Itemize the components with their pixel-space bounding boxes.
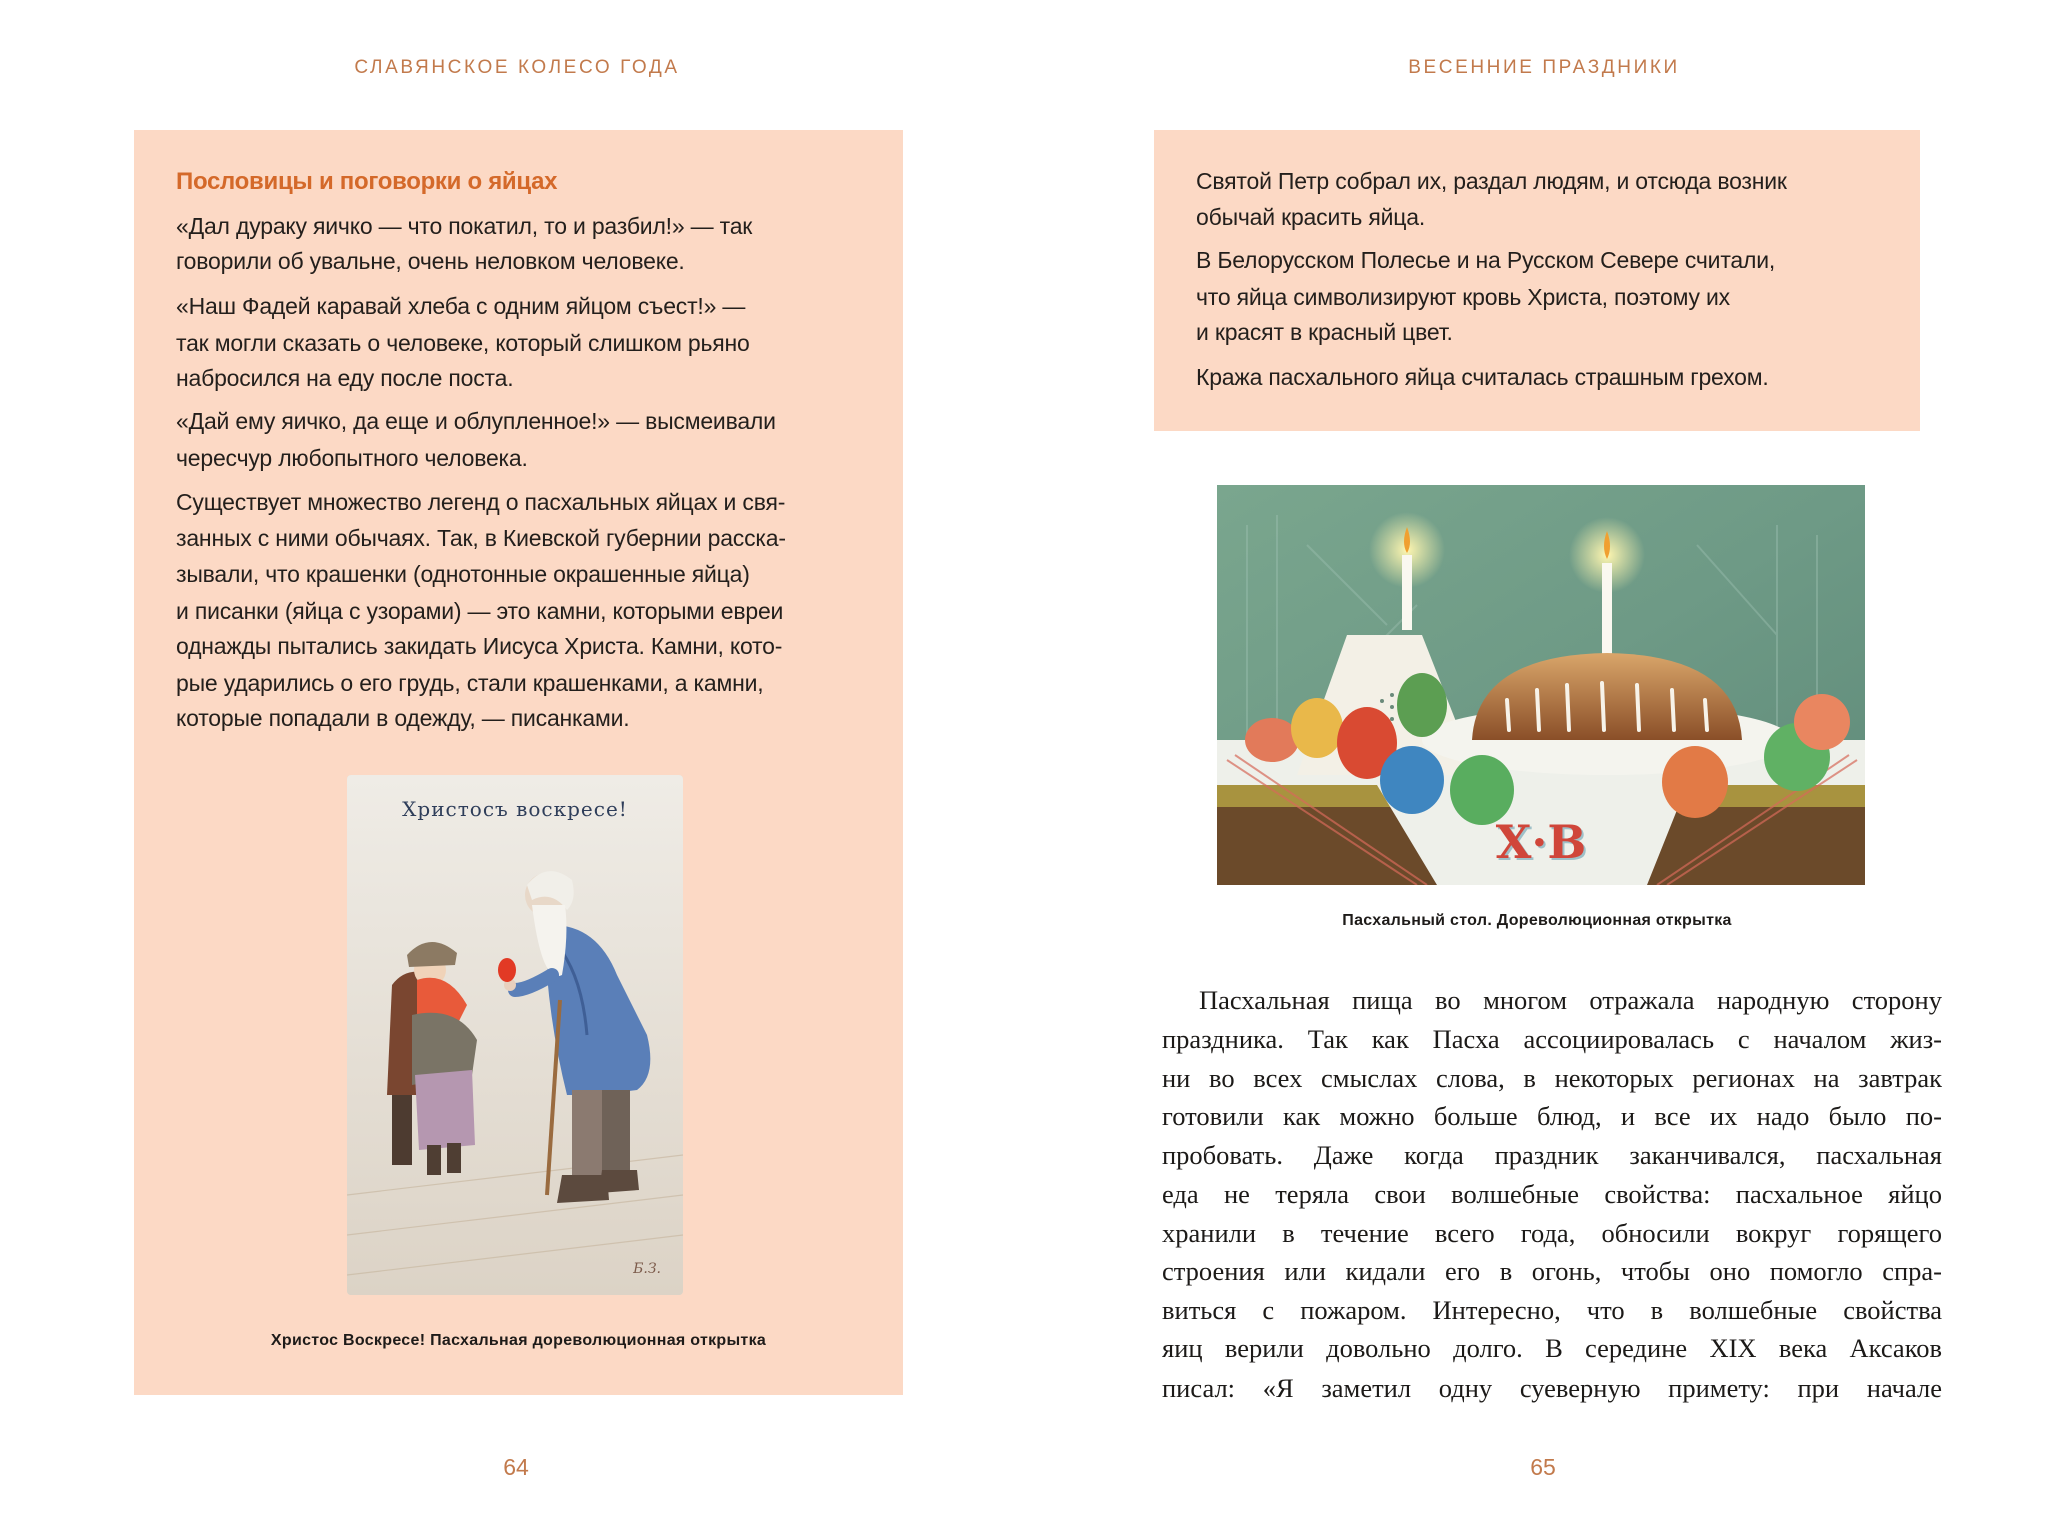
body-line: виться с пожаром. Интересно, что в волшебные свойства — [1162, 1295, 1942, 1325]
body-line: праздника. Так как Пасха ассоциировалась с началом жиз- — [1162, 1024, 1942, 1054]
sidebar-line: и красят в красный цвет. — [1196, 319, 1453, 345]
sidebar-line: Святой Петр собрал их, раздал людям, и отсюда возник — [1196, 168, 1787, 194]
sidebar-line: В Белорусском Полесье и на Русском Севере считали, — [1196, 247, 1776, 273]
running-head-right: ВЕСЕННИЕ ПРАЗДНИКИ — [1408, 57, 1680, 78]
embroidered-monogram: Х·В — [1495, 815, 1587, 869]
body-line: готовили как можно больше блюд, и все их надо было по- — [1162, 1101, 1942, 1131]
body-line: яиц верили довольно долго. В середине XIX века Аксаков — [1162, 1333, 1942, 1363]
sidebar-line: так могли сказать о человеке, который слишком рьяно — [176, 330, 750, 356]
body-line: хранили в течение всего года, обносили вокруг горящего — [1162, 1218, 1942, 1248]
right-page — [1024, 0, 2048, 1536]
sidebar-line: говорили об увальне, очень неловком человеке. — [176, 248, 685, 274]
sidebar-heading: Пословицы и поговорки о яйцах — [176, 168, 558, 195]
sidebar-line: «Дай ему яичко, да еще и облупленное!» — высмеивали — [176, 408, 776, 434]
sidebar-line: рые ударились о его грудь, стали крашенками, а камни, — [176, 670, 764, 696]
artist-signature: Б.З. — [633, 1261, 661, 1277]
sidebar-continued — [1154, 130, 1920, 431]
sidebar-line: «Дал дураку яичко — что покатил, то и разбил!» — так — [176, 213, 753, 239]
easter-table-postcard — [1217, 485, 1865, 885]
body-line: строения или кидали его в огонь, чтобы оно помогло спра- — [1162, 1256, 1942, 1286]
body-line: писал: «Я заметил одну суеверную примету: при начале — [1162, 1373, 1942, 1403]
sidebar-proverbs — [134, 130, 903, 1395]
body-line: Пасхальная пища во многом отражала народную сторону — [1199, 985, 1942, 1015]
sidebar-line: что яйца символизируют кровь Христа, поэтому их — [1196, 284, 1730, 310]
sidebar-line: обычай красить яйца. — [1196, 204, 1426, 230]
body-line: еда не теряла свои волшебные свойства: пасхальное яйцо — [1162, 1179, 1942, 1209]
page-number-left: 64 — [503, 1454, 529, 1480]
postcard-christ-is-risen — [347, 775, 683, 1295]
figure-caption-right: Пасхальный стол. Дореволюционная открытка — [1342, 912, 1732, 929]
sidebar-line: занных с ними обычаях. Так, в Киевской губернии расска- — [176, 525, 786, 551]
sidebar-line: «Наш Фадей каравай хлеба с одним яйцом съест!» — — [176, 293, 746, 319]
page-number-right: 65 — [1530, 1454, 1556, 1480]
sidebar-line: однажды пытались закидать Иисуса Христа. Камни, кото- — [176, 633, 783, 659]
figure-caption-left: Христос Воскресе! Пасхальная дореволюционная открытка — [270, 1332, 767, 1349]
sidebar-line: чересчур любопытного человека. — [176, 445, 528, 471]
postcard-inscription: Христосъ воскресе! — [402, 797, 628, 821]
sidebar-line: зывали, что крашенки (однотонные окрашенные яйца) — [176, 561, 750, 587]
sidebar-line: набросился на еду после поста. — [176, 365, 514, 391]
sidebar-line: Кража пасхального яйца считалась страшным грехом. — [1196, 364, 1769, 390]
postcard-illustration — [347, 775, 683, 1295]
body-line: ни во всех смыслах слова, в некоторых регионах на завтрак — [1162, 1063, 1942, 1093]
sidebar-line: и писанки (яйца с узорами) — это камни, которыми евреи — [176, 598, 784, 624]
sidebar-line: которые попадали в одежду, — писанками. — [176, 705, 630, 731]
body-line: пробовать. Даже когда праздник заканчивался, пасхальная — [1162, 1140, 1942, 1170]
sidebar-line: Существует множество легенд о пасхальных яйцах и свя- — [176, 489, 786, 515]
running-head-left: СЛАВЯНСКОЕ КОЛЕСО ГОДА — [354, 57, 680, 78]
